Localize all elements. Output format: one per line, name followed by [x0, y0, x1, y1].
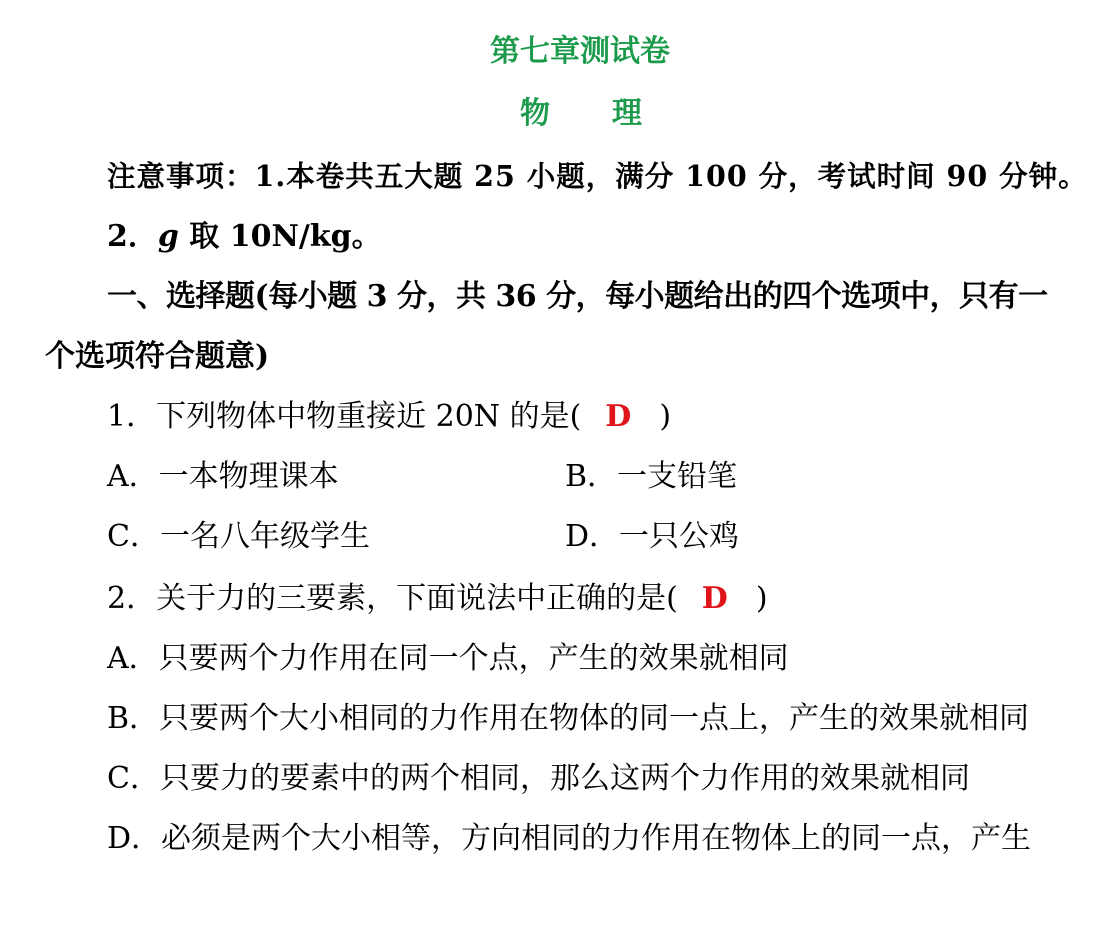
notice-line-2-prefix: 2． — [107, 219, 158, 254]
notice-line-1: 注意事项：1.本卷共五大题 25 小题，满分 100 分，考试时间 90 分钟。 — [107, 159, 1088, 193]
question-2-option-d: D．必须是两个大小相等，方向相同的力作用在物体上的同一点，产生 — [107, 821, 1032, 856]
section-heading-line-2: 个选项符合题意) — [45, 339, 270, 374]
question-1-option-d: D．一只公鸡 — [565, 519, 740, 554]
question-2-close: ) — [755, 581, 768, 616]
notice-line-2-suffix: 取 10N/kg。 — [178, 219, 382, 254]
question-1-text: 1．下列物体中物重接近 20N 的是( — [107, 399, 582, 434]
question-2-stem — [107, 579, 768, 619]
question-2-text: 2．关于力的三要素，下面说法中正确的是( — [107, 581, 678, 616]
subject-char-1: 物 — [520, 96, 550, 131]
exam-title: 第七章测试卷 — [490, 34, 670, 69]
question-1-stem — [107, 397, 671, 437]
question-2-answer: D — [701, 581, 728, 616]
question-1-option-c: C．一名八年级学生 — [107, 519, 370, 554]
notice-line-2 — [107, 217, 382, 257]
gravity-symbol: g — [157, 219, 179, 254]
question-1-close: ) — [659, 399, 672, 434]
question-1-option-b: B．一支铅笔 — [565, 459, 738, 494]
subject-char-2: 理 — [612, 96, 642, 131]
question-2-option-c: C．只要力的要素中的两个相同，那么这两个力作用的效果就相同 — [107, 761, 970, 796]
question-2-option-a: A．只要两个力作用在同一个点，产生的效果就相同 — [107, 641, 789, 676]
question-1-answer: D — [605, 399, 632, 434]
section-heading-line-1: 一、选择题(每小题 3 分，共 36 分，每小题给出的四个选项中，只有一 — [107, 279, 1048, 314]
question-2-option-b: B．只要两个大小相同的力作用在物体的同一点上，产生的效果就相同 — [107, 701, 1030, 736]
question-1-option-a: A．一本物理课本 — [107, 459, 339, 494]
subject-label — [520, 94, 642, 134]
